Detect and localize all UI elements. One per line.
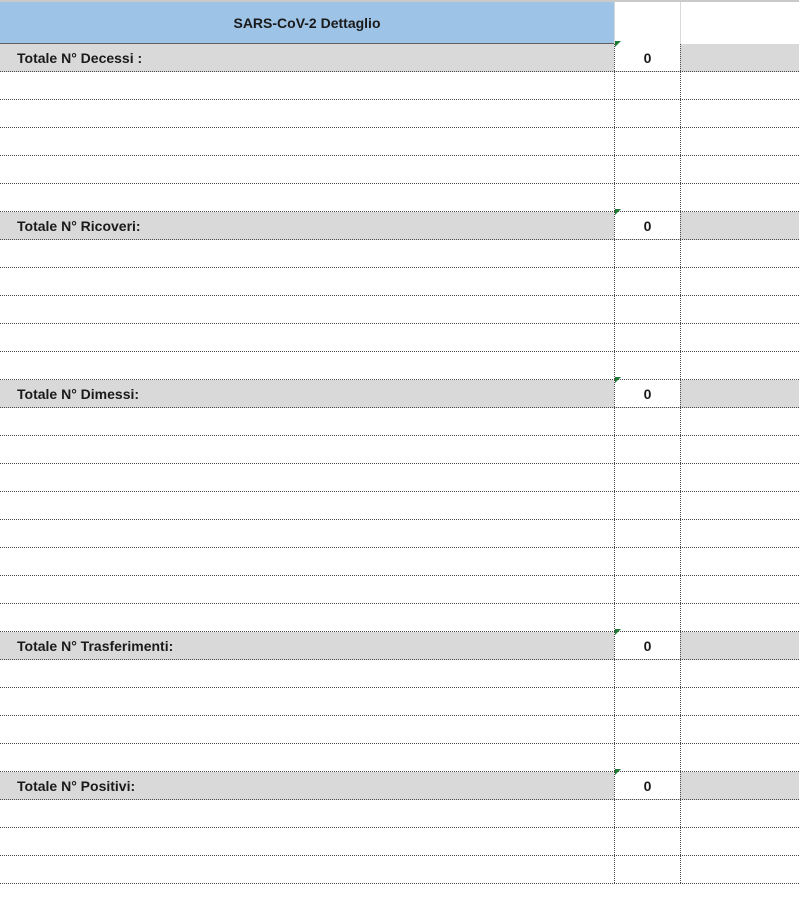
table-row bbox=[0, 128, 799, 156]
detail-extra-cell[interactable] bbox=[680, 408, 799, 435]
detail-value-cell[interactable] bbox=[614, 548, 680, 575]
sheet-title-cell[interactable] bbox=[0, 2, 614, 44]
table-row bbox=[0, 576, 799, 604]
table-row bbox=[0, 604, 799, 632]
detail-cell[interactable] bbox=[0, 828, 614, 855]
detail-cell[interactable] bbox=[0, 660, 614, 687]
section-total-value: 0 bbox=[643, 386, 652, 402]
detail-value-cell[interactable] bbox=[614, 296, 680, 323]
table-row bbox=[0, 408, 799, 436]
detail-extra-cell[interactable] bbox=[680, 184, 799, 211]
detail-cell[interactable] bbox=[0, 296, 614, 323]
detail-extra-cell[interactable] bbox=[680, 100, 799, 127]
detail-extra-cell[interactable] bbox=[680, 744, 799, 771]
table-row bbox=[0, 268, 799, 296]
detail-value-cell[interactable] bbox=[614, 856, 680, 883]
detail-extra-cell[interactable] bbox=[680, 464, 799, 491]
header-cell-empty[interactable] bbox=[614, 2, 680, 44]
detail-value-cell[interactable] bbox=[614, 184, 680, 211]
sheet-title: SARS-CoV-2 Dettaglio bbox=[233, 14, 381, 31]
section-total-value: 0 bbox=[643, 218, 652, 234]
detail-value-cell[interactable] bbox=[614, 72, 680, 99]
section-total-cell[interactable] bbox=[614, 380, 680, 407]
table-row bbox=[0, 324, 799, 352]
detail-value-cell[interactable] bbox=[614, 324, 680, 351]
section-row bbox=[0, 212, 799, 240]
detail-extra-cell[interactable] bbox=[680, 604, 799, 631]
detail-value-cell[interactable] bbox=[614, 744, 680, 771]
section-row bbox=[0, 772, 799, 800]
detail-cell[interactable] bbox=[0, 408, 614, 435]
detail-cell[interactable] bbox=[0, 240, 614, 267]
section-label: Totale N° Dimessi: bbox=[17, 386, 140, 402]
section-label: Totale N° Positivi: bbox=[17, 778, 136, 794]
table-row bbox=[0, 464, 799, 492]
table-row bbox=[0, 660, 799, 688]
table-row bbox=[0, 436, 799, 464]
detail-extra-cell[interactable] bbox=[680, 436, 799, 463]
table-row bbox=[0, 688, 799, 716]
detail-extra-cell[interactable] bbox=[680, 660, 799, 687]
detail-value-cell[interactable] bbox=[614, 800, 680, 827]
section-row bbox=[0, 380, 799, 408]
section-extra-cell[interactable] bbox=[680, 212, 799, 239]
detail-value-cell[interactable] bbox=[614, 436, 680, 463]
detail-cell[interactable] bbox=[0, 548, 614, 575]
section-total-cell[interactable] bbox=[614, 772, 680, 799]
table-row bbox=[0, 156, 799, 184]
table-row bbox=[0, 716, 799, 744]
detail-extra-cell[interactable] bbox=[680, 296, 799, 323]
detail-value-cell[interactable] bbox=[614, 100, 680, 127]
detail-extra-cell[interactable] bbox=[680, 72, 799, 99]
detail-cell[interactable] bbox=[0, 436, 614, 463]
detail-extra-cell[interactable] bbox=[680, 520, 799, 547]
section-label: Totale N° Trasferimenti: bbox=[17, 638, 174, 654]
detail-cell[interactable] bbox=[0, 716, 614, 743]
table-row bbox=[0, 72, 799, 100]
detail-value-cell[interactable] bbox=[614, 604, 680, 631]
detail-cell[interactable] bbox=[0, 156, 614, 183]
detail-cell[interactable] bbox=[0, 324, 614, 351]
detail-extra-cell[interactable] bbox=[680, 240, 799, 267]
detail-cell[interactable] bbox=[0, 268, 614, 295]
section-label: Totale N° Decessi : bbox=[17, 50, 143, 66]
detail-value-cell[interactable] bbox=[614, 156, 680, 183]
detail-extra-cell[interactable] bbox=[680, 324, 799, 351]
detail-cell[interactable] bbox=[0, 72, 614, 99]
detail-value-cell[interactable] bbox=[614, 464, 680, 491]
section-label: Totale N° Ricoveri: bbox=[17, 218, 141, 234]
section-total-cell[interactable] bbox=[614, 212, 680, 239]
detail-value-cell[interactable] bbox=[614, 492, 680, 519]
table-row bbox=[0, 856, 799, 884]
detail-cell[interactable] bbox=[0, 856, 614, 883]
section-total-value: 0 bbox=[643, 50, 652, 66]
detail-value-cell[interactable] bbox=[614, 828, 680, 855]
detail-value-cell[interactable] bbox=[614, 520, 680, 547]
detail-cell[interactable] bbox=[0, 464, 614, 491]
detail-extra-cell[interactable] bbox=[680, 828, 799, 855]
detail-value-cell[interactable] bbox=[614, 128, 680, 155]
detail-cell[interactable] bbox=[0, 520, 614, 547]
section-extra-cell[interactable] bbox=[680, 44, 799, 71]
detail-extra-cell[interactable] bbox=[680, 352, 799, 379]
section-row bbox=[0, 632, 799, 660]
section-total-value: 0 bbox=[643, 778, 652, 794]
detail-extra-cell[interactable] bbox=[680, 576, 799, 603]
section-extra-cell[interactable] bbox=[680, 380, 799, 407]
table-row bbox=[0, 240, 799, 268]
detail-cell[interactable] bbox=[0, 100, 614, 127]
detail-cell[interactable] bbox=[0, 184, 614, 211]
table-row bbox=[0, 828, 799, 856]
table-row bbox=[0, 800, 799, 828]
detail-extra-cell[interactable] bbox=[680, 548, 799, 575]
section-label-cell[interactable] bbox=[0, 44, 614, 71]
detail-extra-cell[interactable] bbox=[680, 128, 799, 155]
table-row bbox=[0, 184, 799, 212]
detail-value-cell[interactable] bbox=[614, 240, 680, 267]
section-label-cell[interactable] bbox=[0, 772, 614, 799]
detail-value-cell[interactable] bbox=[614, 268, 680, 295]
table-row bbox=[0, 100, 799, 128]
detail-cell[interactable] bbox=[0, 128, 614, 155]
table-row bbox=[0, 548, 799, 576]
table-row bbox=[0, 296, 799, 324]
detail-extra-cell[interactable] bbox=[680, 156, 799, 183]
section-extra-cell[interactable] bbox=[680, 632, 799, 659]
section-label-cell[interactable] bbox=[0, 632, 614, 659]
section-label-cell[interactable] bbox=[0, 380, 614, 407]
table-row bbox=[0, 744, 799, 772]
table-row bbox=[0, 520, 799, 548]
section-total-cell[interactable] bbox=[614, 632, 680, 659]
section-label-cell[interactable] bbox=[0, 212, 614, 239]
detail-cell[interactable] bbox=[0, 744, 614, 771]
detail-cell[interactable] bbox=[0, 352, 614, 379]
detail-value-cell[interactable] bbox=[614, 352, 680, 379]
detail-extra-cell[interactable] bbox=[680, 856, 799, 883]
detail-extra-cell[interactable] bbox=[680, 716, 799, 743]
detail-extra-cell[interactable] bbox=[680, 800, 799, 827]
section-row bbox=[0, 44, 799, 72]
detail-cell[interactable] bbox=[0, 688, 614, 715]
detail-cell[interactable] bbox=[0, 576, 614, 603]
detail-cell[interactable] bbox=[0, 604, 614, 631]
detail-value-cell[interactable] bbox=[614, 408, 680, 435]
section-total-cell[interactable] bbox=[614, 44, 680, 71]
detail-value-cell[interactable] bbox=[614, 576, 680, 603]
detail-value-cell[interactable] bbox=[614, 660, 680, 687]
section-total-value: 0 bbox=[643, 638, 652, 654]
detail-extra-cell[interactable] bbox=[680, 688, 799, 715]
detail-cell[interactable] bbox=[0, 800, 614, 827]
section-extra-cell[interactable] bbox=[680, 772, 799, 799]
header-cell-empty[interactable] bbox=[680, 2, 799, 44]
detail-value-cell[interactable] bbox=[614, 688, 680, 715]
table-row bbox=[0, 352, 799, 380]
detail-value-cell[interactable] bbox=[614, 716, 680, 743]
detail-extra-cell[interactable] bbox=[680, 492, 799, 519]
detail-cell[interactable] bbox=[0, 492, 614, 519]
detail-extra-cell[interactable] bbox=[680, 268, 799, 295]
table-row bbox=[0, 492, 799, 520]
